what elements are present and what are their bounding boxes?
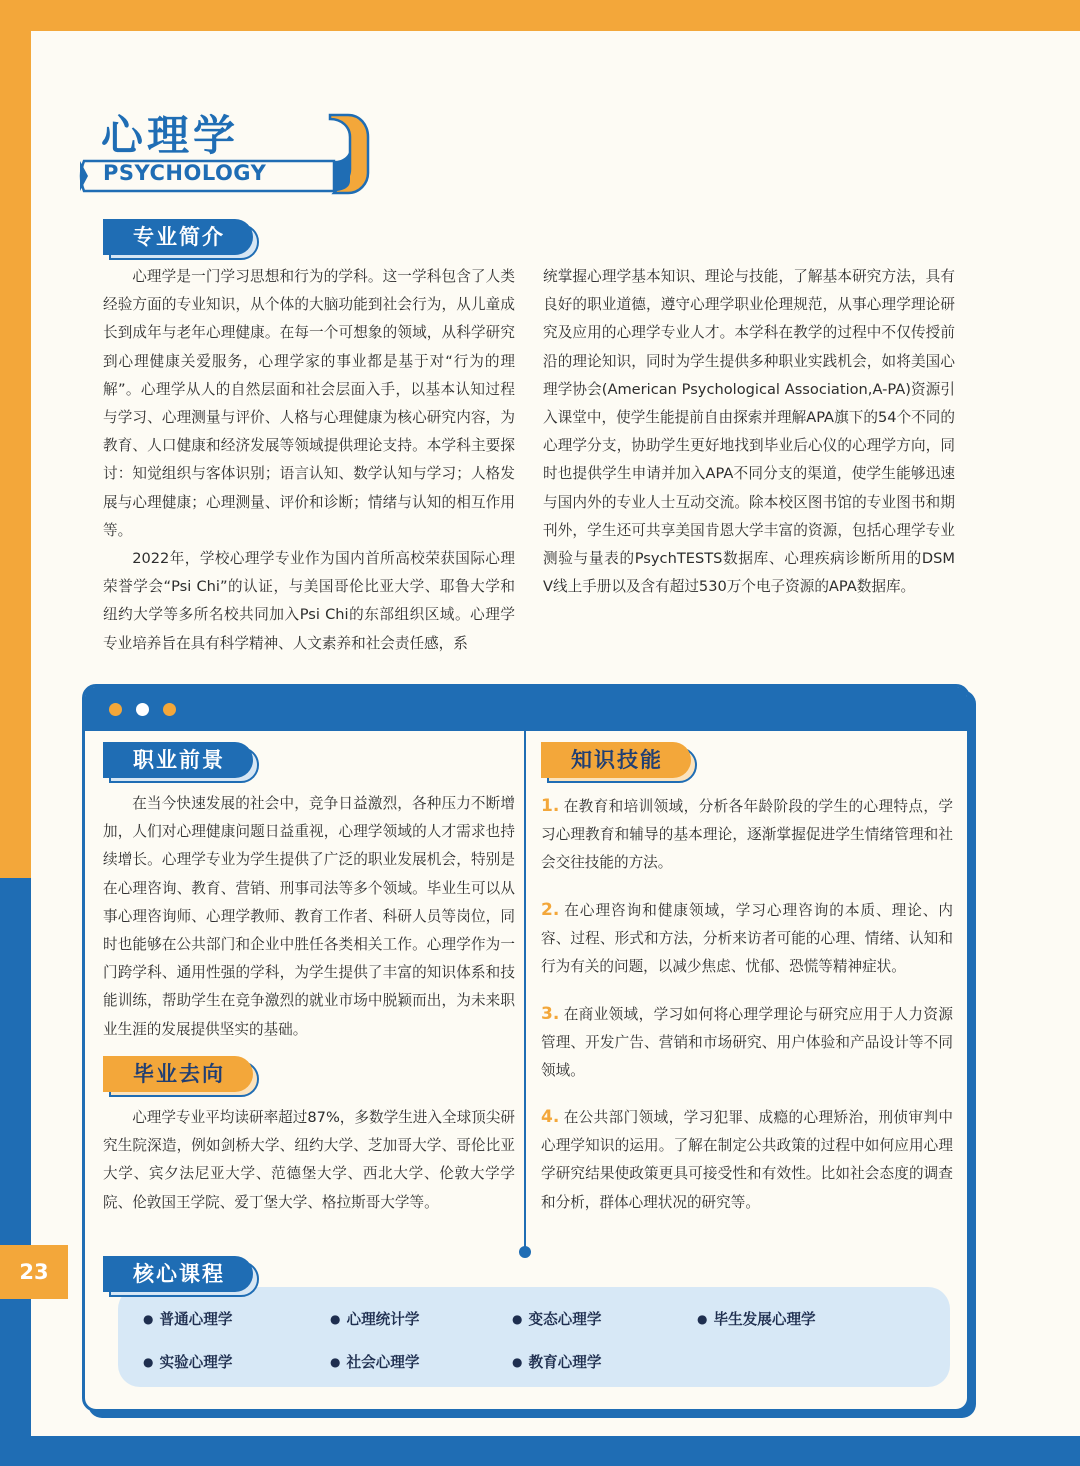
page-number: 23	[0, 1245, 68, 1299]
courses-box	[118, 1287, 950, 1387]
intro-label-text: 专业简介	[103, 219, 253, 255]
window-dot-icon	[109, 703, 122, 716]
skills-label-text: 知识技能	[541, 742, 691, 778]
skill-item-1	[541, 792, 953, 878]
course-item: ● 毕生发展心理学	[697, 1308, 816, 1329]
intro-paragraph-1: 心理学是一门学习思想和行为的学科。这一学科包含了人类经验方面的专业知识，从个体的大脑功能到社会行为，从儿童成长到成年与老年心理健康。在每一个可想象的领域，从科学研究到心理健康关爱服务，心理学家的事业都是基于对“行为的理解”。心理学从人的自然层面和社会层面入手，以基本认知过程与学习、心理测量与评价、人格与心理健康为核心研究内容，为教育、人口健康和经济发展等领域提供理论支持。本学科主要探讨：知觉组织与客体识别；语言认知、数学认知与学习；人格发展与心理健康；心理测量、评价和诊断；情绪与认知的相互作用等。	[103, 268, 515, 539]
skill-number: 2.	[541, 900, 560, 920]
skill-text: 在教育和培训领域，分析各年龄阶段的学生的心理特点，学习心理教育和辅导的基本理论，逐渐掌握促进学生情绪管理和社会交往技能的方法。	[541, 798, 953, 872]
intro-right-column: 统掌握心理学基本知识、理论与技能，了解基本研究方法，具有良好的职业道德，遵守心理学职业伦理规范，从事心理学理论研究及应用的心理学专业人才。本学科在教学的过程中不仅传授前沿的理论知识，同时为学生提供多种职业实践机会，如将美国心理学协会(American Psychological Association,A-PA)资源引入课堂中，使学生能提前自由探索并理解APA旗下的54个不同的心理学分支，协助学生更好地找到毕业后心仪的心理学方向，同时也提供学生申请并加入APA不同分支的渠道，使学生能够迅速与国内外的专业人士互动交流。除本校区图书馆的专业图书和期刊外，学生还可共享美国肯恩大学丰富的资源，包括心理学专业测验与量表的PsychTESTS数据库、心理疾病诊断所用的DSM V线上手册以及含有超过530万个电子资源的APA数据库。	[543, 268, 955, 596]
skill-number: 1.	[541, 796, 560, 816]
page-title-english: PSYCHOLOGY	[103, 161, 267, 185]
course-item: ● 心理统计学	[330, 1308, 419, 1329]
course-item: ● 变态心理学	[512, 1308, 601, 1329]
graduate-label-text: 毕业去向	[103, 1056, 253, 1092]
intro-left-column	[103, 263, 515, 658]
skill-text: 在公共部门领域，学习犯罪、成瘾的心理矫治，刑侦审判中心理学知识的运用。了解在制定公共政策的过程中如何应用心理学研究结果使政策更具可接受性和有效性。比如社会态度的调查和分析，群体心理状况的研究等。	[541, 1109, 953, 1211]
skill-number: 3.	[541, 1004, 560, 1024]
skill-item-3	[541, 1000, 953, 1086]
skill-number: 4.	[541, 1107, 560, 1127]
background-blue-strip	[0, 1436, 1080, 1466]
window-dot-icon	[163, 703, 176, 716]
courses-label-text: 核心课程	[103, 1256, 253, 1292]
skill-text: 在心理咨询和健康领域，学习心理咨询的本质、理论、内容、过程、形式和方法，分析来访者可能的心理、情绪、认知和行为有关的问题，以减少焦虑、忧郁、恐慌等精神症状。	[541, 902, 953, 976]
column-divider	[524, 730, 526, 1250]
window-title-bar	[85, 687, 967, 731]
career-paragraph: 在当今快速发展的社会中，竞争日益激烈，各种压力不断增加，人们对心理健康问题日益重视，心理学领域的人才需求也持续增长。心理学专业为学生提供了广泛的职业发展机会，特别是在心理咨询、教育、营销、刑事司法等多个领域。毕业生可以从事心理咨询师、心理学教师、教育工作者、科研人员等岗位，同时也能够在公共部门和企业中胜任各类相关工作。心理学作为一门跨学科、通用性强的学科，为学生提供了丰富的知识体系和技能训练，帮助学生在竞争激烈的就业市场中脱颖而出，为未来职业生涯的发展提供坚实的基础。	[103, 795, 515, 1038]
graduate-paragraph: 心理学专业平均读研率超过87%，多数学生进入全球顶尖研究生院深造，例如剑桥大学、纽约大学、芝加哥大学、哥伦比亚大学、宾夕法尼亚大学、范德堡大学、西北大学、伦敦大学学院、伦敦国王学院、爱丁堡大学、格拉斯哥大学等。	[103, 1109, 515, 1211]
divider-end-dot	[519, 1246, 531, 1258]
course-item: ● 教育心理学	[512, 1351, 601, 1372]
skill-text: 在商业领域，学习如何将心理学理论与研究应用于人力资源管理、开发广告、营销和市场研究、用户体验和产品设计等不同领域。	[541, 1006, 953, 1080]
career-label-text: 职业前景	[103, 742, 253, 778]
intro-paragraph-2: 2022年，学校心理学专业作为国内首所高校荣获国际心理荣誉学会“Psi Chi”的认证，与美国哥伦比亚大学、耶鲁大学和纽约大学等多所名校共同加入Psi Chi的东部组织区域。心理学专业培养旨在具有科学精神、人文素养和社会责任感，系	[103, 550, 515, 652]
window-dot-icon	[136, 703, 149, 716]
skill-item-4	[541, 1103, 953, 1217]
course-item: ● 社会心理学	[330, 1351, 419, 1372]
course-item: ● 普通心理学	[143, 1308, 232, 1329]
skill-item-2	[541, 896, 953, 982]
page-title: 心理学	[101, 111, 240, 160]
course-item: ● 实验心理学	[143, 1351, 232, 1372]
